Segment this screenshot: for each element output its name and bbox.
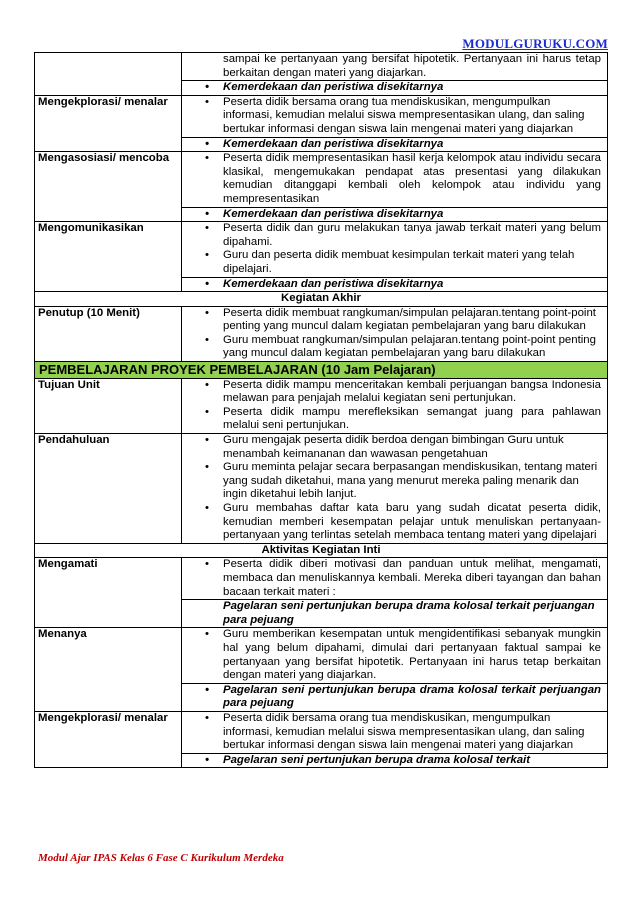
list-item: • Peserta didik mampu merefleksikan semangat juang para pahlawan melalui seni pertunjukan. bbox=[185, 406, 601, 433]
page-footer: Modul Ajar IPAS Kelas 6 Fase C Kurikulum Merdeka bbox=[38, 852, 284, 864]
topic-item: • Kemerdekaan dan peristiwa disekitarnya bbox=[185, 81, 601, 95]
table-row bbox=[35, 434, 608, 544]
list-item: • Peserta didik bersama orang tua mendiskusikan, mengumpulkan informasi, kemudian melalui siswa mempresentasikan ulang, dan saling bertukar informasi dengan siswa lain mengenai materi yang diajarkan bbox=[185, 712, 601, 753]
list-item: • Peserta didik dan guru melakukan tanya jawab terkait materi yang belum dipahami. bbox=[185, 222, 601, 249]
row-label: Mengekplorasi/ menalar bbox=[35, 95, 182, 151]
topic-item: • Pagelaran seni pertunjukan berupa drama kolosal terkait bbox=[185, 754, 601, 768]
table-row bbox=[35, 628, 608, 683]
table-row bbox=[35, 53, 608, 81]
section-title: PEMBELAJARAN PROYEK PEMBELAJARAN (10 Jam Pelajaran) bbox=[35, 362, 608, 379]
list-item: • Guru meminta pelajar secara berpasangan mendiskusikan, tentang materi yang sudah diketahui, mana yang menurut mereka paling menarik dan ingin diketahui lebih lanjut. bbox=[185, 461, 601, 502]
table-row bbox=[35, 711, 608, 753]
table-row bbox=[35, 378, 608, 433]
row-label: Pendahuluan bbox=[35, 434, 182, 544]
row-label: Mengekplorasi/ menalar bbox=[35, 711, 182, 767]
table-row bbox=[35, 362, 608, 379]
table-row bbox=[35, 558, 608, 600]
subheading: Kegiatan Akhir bbox=[35, 292, 608, 307]
subheading: Aktivitas Kegiatan Inti bbox=[35, 543, 608, 558]
list-item: • Peserta didik mempresentasikan hasil kerja kelompok atau individu secara klasikal, mengemukakan pendapat atas presentasi yang dilakukan kemudian ditanggapi kembali oleh kelompok atau individu yang mempresentasikan bbox=[185, 152, 601, 206]
list-item: • Peserta didik mampu menceritakan kembali perjuangan bangsa Indonesia melawan para penjajah melalui kegiatan seni pertunjukan. bbox=[185, 379, 601, 406]
row-label: Menanya bbox=[35, 628, 182, 712]
table-row bbox=[35, 292, 608, 307]
empty-label-cell bbox=[35, 53, 182, 96]
topic-item: Pagelaran seni pertunjukan berupa drama kolosal terkait perjuangan para pejuang bbox=[223, 600, 595, 626]
list-item: • Peserta didik diberi motivasi dan panduan untuk melihat, mengamati, membaca dan menuliskannya kembali. Mereka diberi tayangan dan bahan bacaan terkait materi : bbox=[185, 558, 601, 599]
topic-item: • Pagelaran seni pertunjukan berupa drama kolosal terkait perjuangan para pejuang bbox=[185, 684, 601, 711]
lesson-table bbox=[34, 52, 608, 768]
list-item: • Peserta didik bersama orang tua mendiskusikan, mengumpulkan informasi, kemudian melalui siswa mempresentasikan ulang, dan saling bertukar informasi dengan siswa lain mengenai materi yang diajarkan bbox=[185, 96, 601, 137]
row-label: Penutup (10 Menit) bbox=[35, 306, 182, 361]
site-header bbox=[462, 36, 608, 52]
topic-item: • Kemerdekaan dan peristiwa disekitarnya bbox=[185, 208, 601, 222]
table-row bbox=[35, 306, 608, 361]
row-label: Mengamati bbox=[35, 558, 182, 628]
list-item: • Peserta didik membuat rangkuman/simpulan pelajaran.tentang point-point penting yang muncul dalam kegiatan pembelajaran yang baru dilakukan bbox=[185, 307, 601, 334]
table-row bbox=[35, 543, 608, 558]
row-label: Mengasosiasi/ mencoba bbox=[35, 152, 182, 222]
list-item: • Guru memberikan kesempatan untuk mengidentifikasi sebanyak mungkin hal yang belum dipahami, dimulai dari pertanyaan faktual sampai ke pertanyaan yang bersifat hipotetik. Pertanyaan ini harus tetap berkaitan dengan materi yang diajarkan. bbox=[185, 628, 601, 682]
topic-item: • Kemerdekaan dan peristiwa disekitarnya bbox=[185, 278, 601, 292]
topic-item: • Kemerdekaan dan peristiwa disekitarnya bbox=[185, 138, 601, 152]
list-item: • Guru membahas daftar kata baru yang sudah dicatat peserta didik, kemudian memberi kesempatan pelajar untuk menuliskan pertanyaan-pertanyaan yang terlintas setelah membaca tentang materi yang dipelajari bbox=[185, 502, 601, 543]
list-item: • Guru mengajak peserta didik berdoa dengan bimbingan Guru untuk menambah keimananan dan wawasan pengetahuan bbox=[185, 434, 601, 461]
site-link[interactable]: MODULGURUKU.COM bbox=[462, 36, 608, 51]
row-label: Mengomunikasikan bbox=[35, 222, 182, 292]
table-row bbox=[35, 95, 608, 137]
row-label: Tujuan Unit bbox=[35, 378, 182, 433]
list-item: • Guru membuat rangkuman/simpulan pelajaran.tentang point-point penting yang muncul dalam kegiatan pembelajaran yang baru dilakukan bbox=[185, 334, 601, 361]
table-row bbox=[35, 222, 608, 277]
table-row bbox=[35, 152, 608, 207]
continued-text: sampai ke pertanyaan yang bersifat hipotetik. Pertanyaan ini harus tetap berkaitan dengan materi yang diajarkan. bbox=[223, 53, 601, 79]
list-item: • Guru dan peserta didik membuat kesimpulan terkait materi yang telah dipelajari. bbox=[185, 249, 601, 276]
